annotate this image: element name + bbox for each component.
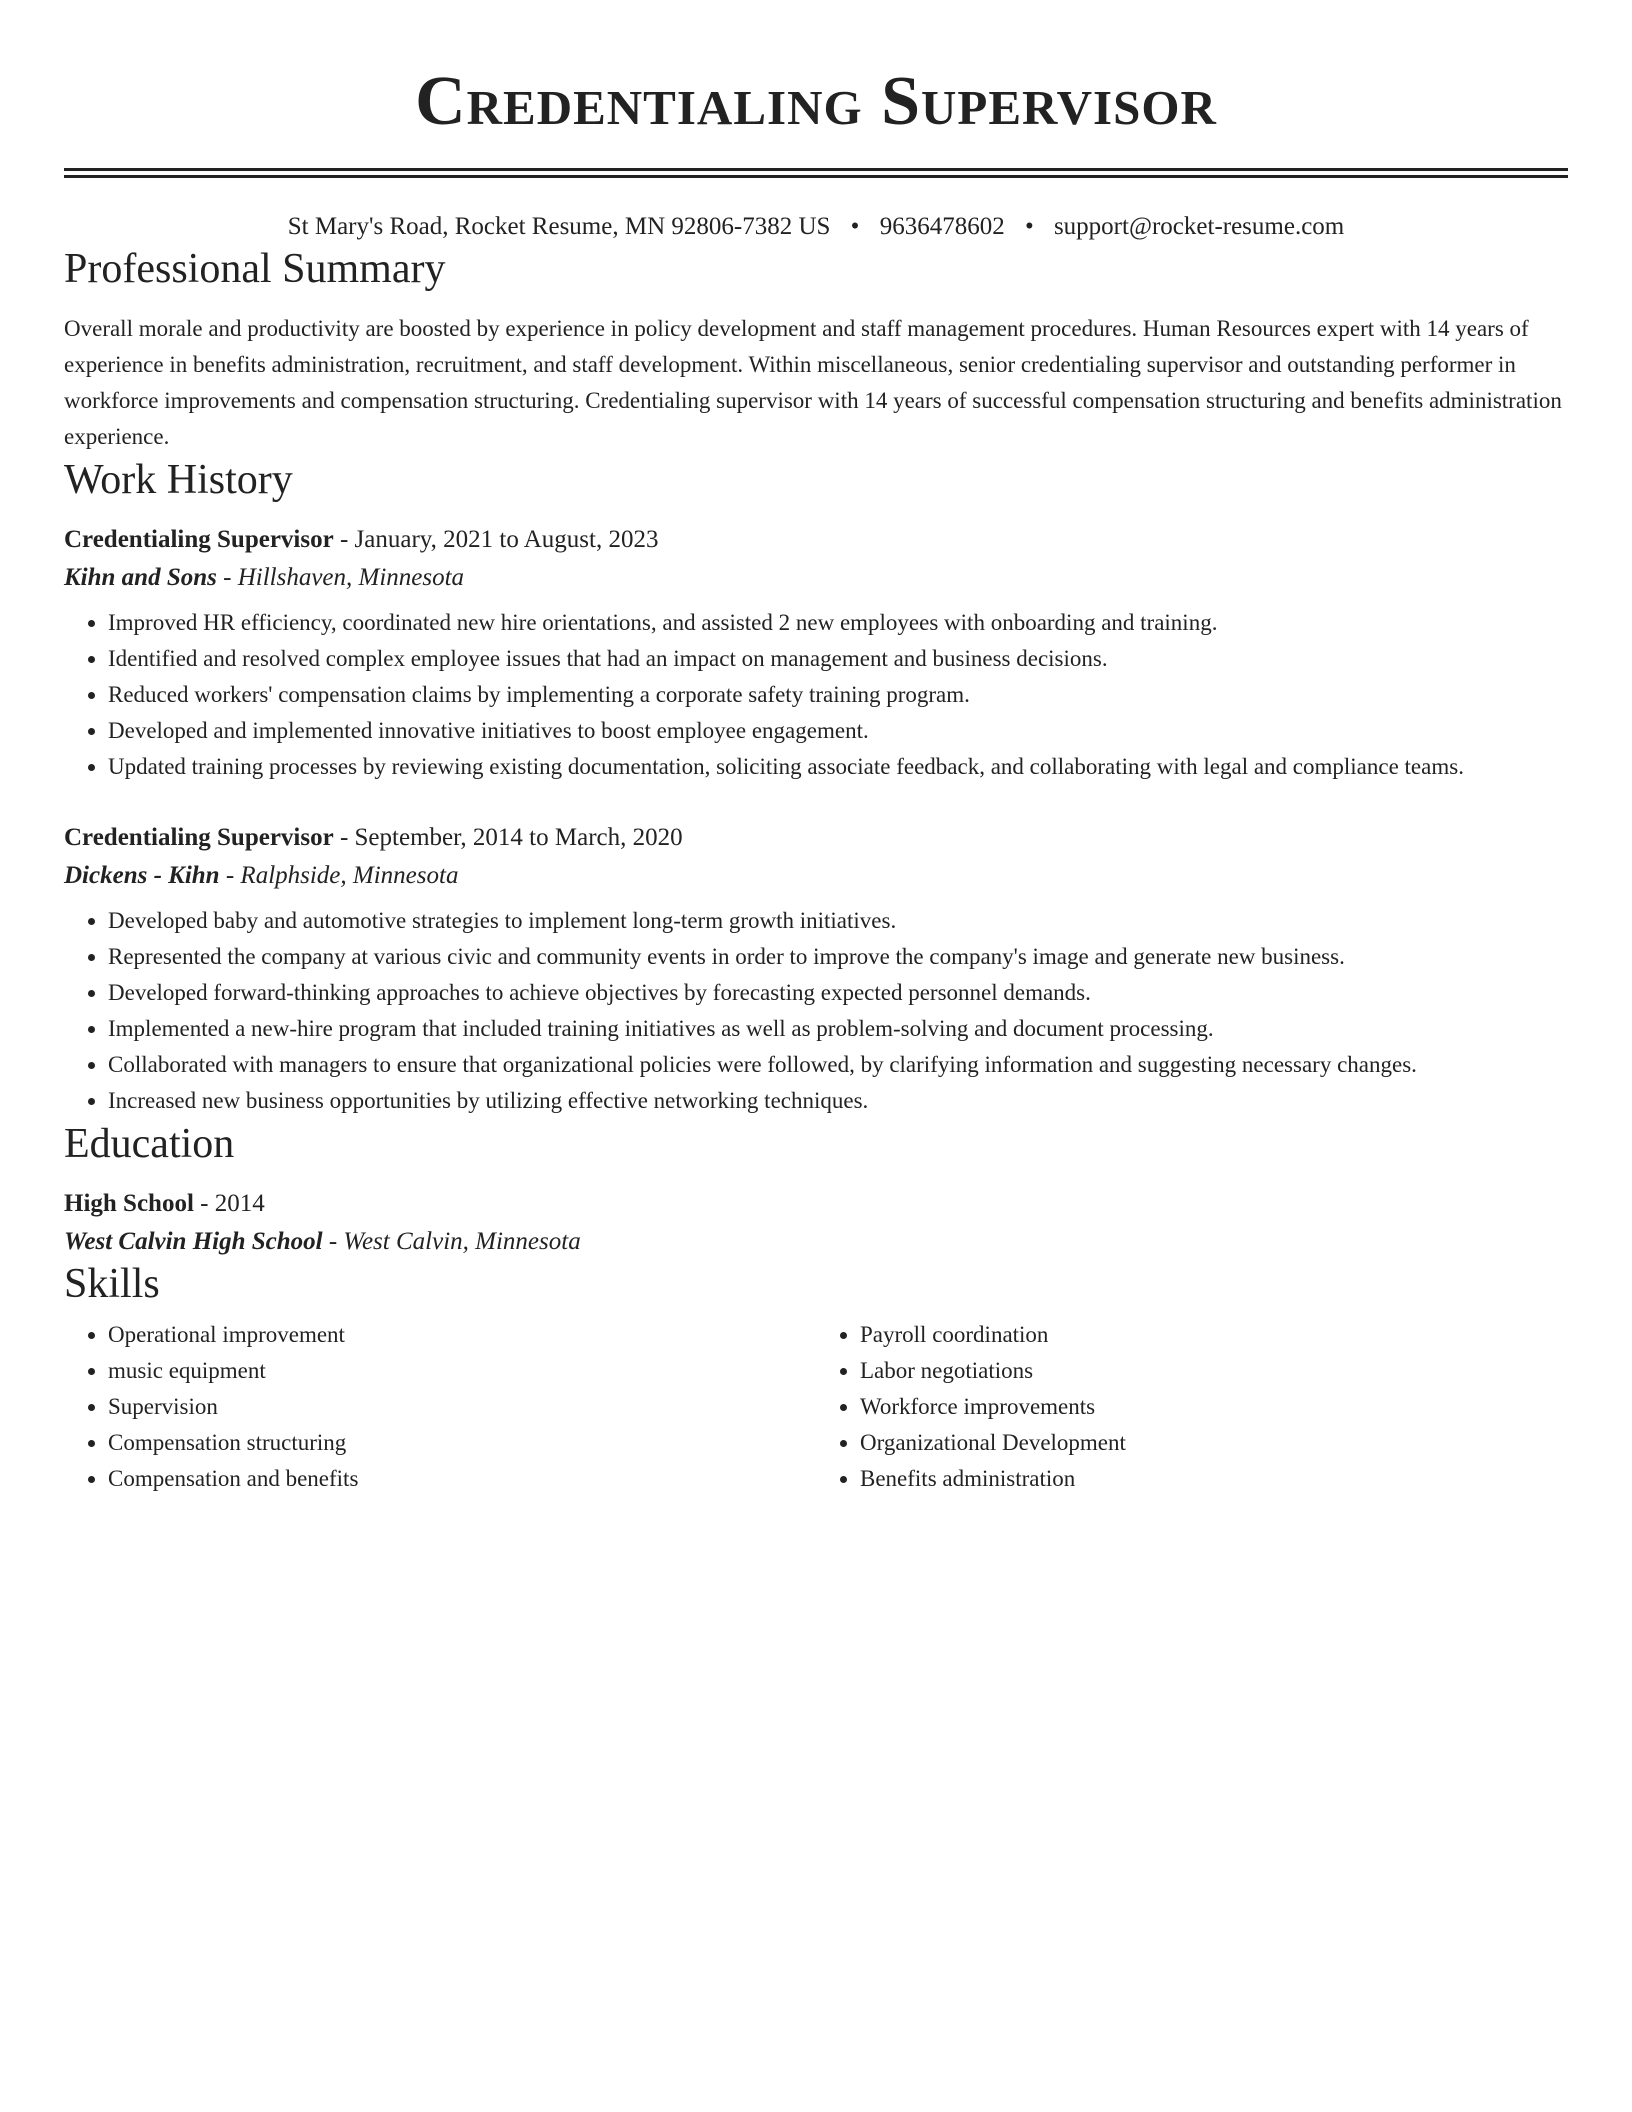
education-heading: Education	[64, 1121, 235, 1167]
skills-list-right	[816, 1317, 1568, 1497]
job-title-line	[64, 523, 1568, 557]
list-item: • Represented the company at various civic and community events in order to improve the company's image and generate new business.	[108, 939, 1568, 975]
list-item: • Developed forward-thinking approaches to achieve objectives by forecasting expected personnel demands.	[108, 975, 1568, 1011]
list-item: • Labor negotiations	[860, 1353, 1568, 1389]
contact-line	[64, 210, 1568, 244]
list-item: • Organizational Development	[860, 1425, 1568, 1461]
job-bullets	[64, 605, 1568, 785]
list-item: • Improved HR efficiency, coordinated new hire orientations, and assisted 2 new employees with onboarding and training.	[108, 605, 1568, 641]
list-item: • Developed and implemented innovative initiatives to boost employee engagement.	[108, 713, 1568, 749]
education-location: - West Calvin, Minnesota	[322, 1228, 581, 1255]
list-item: • Supervision	[108, 1389, 816, 1425]
contact-separator: •	[850, 213, 860, 240]
resume-name: Credentialing Supervisor	[415, 63, 1217, 140]
job-company: Dickens - Kihn	[64, 862, 220, 889]
list-item: • music equipment	[108, 1353, 816, 1389]
list-item: • Workforce improvements	[860, 1389, 1568, 1425]
list-item: • Payroll coordination	[860, 1317, 1568, 1353]
contact-separator: •	[1024, 213, 1034, 240]
job-title: Credentialing Supervisor	[64, 824, 334, 851]
skills-grid	[64, 1317, 1568, 1497]
list-item: • Benefits administration	[860, 1461, 1568, 1497]
job-dates: - January, 2021 to August, 2023	[333, 526, 659, 553]
job-company: Kihn and Sons	[64, 564, 217, 591]
job-title: Credentialing Supervisor	[64, 526, 334, 553]
list-item: • Compensation structuring	[108, 1425, 816, 1461]
job-company-line	[64, 859, 1568, 893]
list-item: • Developed baby and automotive strategies to implement long-term growth initiatives.	[108, 903, 1568, 939]
job-title-line	[64, 821, 1568, 855]
skills-list-left	[64, 1317, 816, 1497]
job-bullets	[64, 903, 1568, 1119]
contact-email: support@rocket-resume.com	[1053, 213, 1345, 240]
work-history-heading: Work History	[64, 457, 293, 503]
summary-text: Overall morale and productivity are boosted by experience in policy development and staff management procedures. Human Resources expert with 14 years of experience in benefits administration, recruitment, and staff development. Within miscellaneous, senior credentialing supervisor and outstanding performer in workforce improvements and compensation structuring. Credentialing supervisor with 14 years of successful compensation structuring and benefits administration experience.	[64, 316, 1562, 449]
education-degree: High School	[64, 1190, 194, 1217]
list-item: • Increased new business opportunities by utilizing effective networking techniques.	[108, 1083, 1568, 1119]
list-item: • Collaborated with managers to ensure that organizational policies were followed, by clarifying information and suggesting necessary changes.	[108, 1047, 1568, 1083]
job-location: - Hillshaven, Minnesota	[216, 564, 465, 591]
skills-heading: Skills	[64, 1261, 160, 1307]
list-item: • Implemented a new-hire program that included training initiatives as well as problem-solving and document processing.	[108, 1011, 1568, 1047]
list-item: • Operational improvement	[108, 1317, 816, 1353]
contact-address: St Mary's Road, Rocket Resume, MN 92806-7382 US	[287, 213, 831, 240]
education-school-line	[64, 1225, 1568, 1259]
contact-phone: 9636478602	[879, 213, 1005, 240]
list-item: • Compensation and benefits	[108, 1461, 816, 1497]
education-year: - 2014	[193, 1190, 265, 1217]
education-entry	[64, 1187, 1568, 1259]
list-item: • Reduced workers' compensation claims by implementing a corporate safety training program.	[108, 677, 1568, 713]
job-entry	[64, 523, 1568, 785]
education-school: West Calvin High School	[64, 1228, 323, 1255]
job-location: - Ralphside, Minnesota	[219, 862, 459, 889]
job-dates: - September, 2014 to March, 2020	[333, 824, 683, 851]
job-entry	[64, 821, 1568, 1119]
list-item: • Updated training processes by reviewing existing documentation, soliciting associate feedback, and collaborating with legal and compliance teams.	[108, 749, 1568, 785]
header-double-rule	[64, 168, 1568, 178]
list-item: • Identified and resolved complex employee issues that had an impact on management and business decisions.	[108, 641, 1568, 677]
education-degree-line	[64, 1187, 1568, 1221]
summary-heading: Professional Summary	[64, 246, 446, 292]
job-company-line	[64, 561, 1568, 595]
